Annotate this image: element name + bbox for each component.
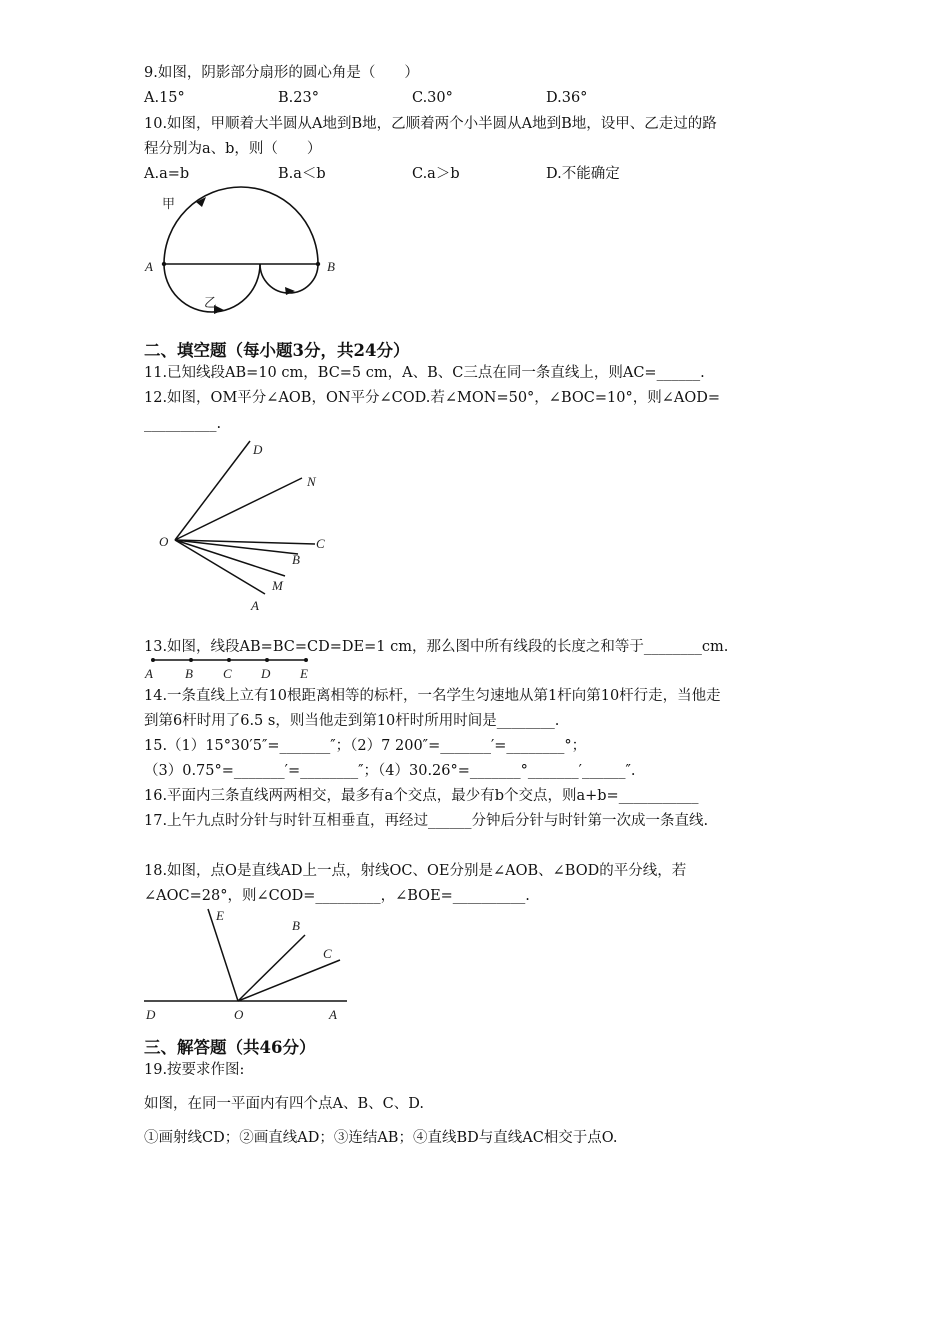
- label-b: B: [292, 918, 300, 933]
- label-d: D: [253, 442, 263, 457]
- q16-text: 16.平面内三条直线两两相交，最多有a个交点，最少有b个交点，则a+b=___________: [144, 788, 699, 804]
- label-b: B: [292, 552, 300, 567]
- label-o: O: [159, 534, 169, 549]
- point-a: A: [145, 666, 153, 681]
- q11-text: 11.已知线段AB=10 cm，BC=5 cm，A、B、C三点在同一条直线上，则AC=______.: [144, 365, 705, 381]
- label-a: A: [145, 259, 153, 274]
- big-semicircle-path: [164, 187, 318, 264]
- label-o: O: [234, 1007, 244, 1022]
- q10-option-c: C.a＞b: [412, 166, 460, 182]
- section2-title: 二、填空题（每小题3分，共24分）: [144, 341, 410, 360]
- section3-title: 三、解答题（共46分）: [144, 1038, 316, 1057]
- q15-text-line1: 15.（1）15°30′5″=_______″；（2）7 200″=_______′=________°；: [144, 738, 587, 754]
- q10-option-b: B.a＜b: [278, 166, 326, 182]
- q18-text-line2: ∠AOC=28°，则∠COD=_________，∠BOE=__________.: [144, 888, 530, 904]
- point-e: E: [300, 666, 308, 681]
- q9-option-b: B.23°: [278, 90, 319, 106]
- q14-text-line1: 14.一条直线上立有10根距离相等的标杆，一名学生匀速地从第1杆向第10杆行走，当他走: [144, 688, 721, 704]
- label-m: M: [272, 578, 283, 593]
- point-d: D: [261, 666, 271, 681]
- label-b: B: [327, 259, 335, 274]
- q12-angle-figure: [150, 436, 350, 616]
- q9-option-a: A.15°: [144, 90, 185, 106]
- q12-text-line2: __________.: [144, 416, 222, 432]
- q13-segment-figure: [140, 654, 330, 682]
- q9-option-c: C.30°: [412, 90, 453, 106]
- label-c: C: [323, 946, 332, 961]
- point-b: B: [185, 666, 193, 681]
- q19-line3: ①画射线CD；②画直线AD；③连结AB；④直线BD与直线AC相交于点O.: [144, 1130, 618, 1146]
- label-jia: 甲: [162, 197, 176, 212]
- q9-stem: 9.如图，阴影部分扇形的圆心角是（ ）: [144, 65, 419, 81]
- q14-text-line2: 到第6杆时用了6.5 s，则当他走到第10杆时所用时间是________.: [144, 713, 560, 729]
- q10-stem-line2: 程分别为a、b，则（ ）: [144, 141, 322, 157]
- q18-text-line1: 18.如图，点O是直线AD上一点，射线OC、OE分别是∠AOB、∠BOD的平分线，若: [144, 863, 687, 879]
- q18-ray-figure: [140, 900, 355, 1025]
- q10-option-a: A.a=b: [144, 166, 190, 182]
- q9-option-d: D.36°: [546, 90, 588, 106]
- label-a: A: [329, 1007, 337, 1022]
- label-c: C: [316, 536, 325, 551]
- label-e: E: [216, 908, 224, 923]
- q10-stem-line1: 10.如图，甲顺着大半圆从A地到B地，乙顺着两个小半圆从A地到B地，设甲、乙走过的路: [144, 116, 717, 132]
- q12-text-line1: 12.如图，OM平分∠AOB，ON平分∠COD.若∠MON=50°，∠BOC=10°，则∠AOD=: [144, 390, 720, 406]
- label-d: D: [146, 1007, 156, 1022]
- q17-text: 17.上午九点时分针与时针互相垂直，再经过______分钟后分针与时针第一次成一条直线.: [144, 813, 709, 829]
- arrow-icon: [285, 287, 295, 295]
- q19-line2: 如图，在同一平面内有四个点A、B、C、D.: [144, 1096, 424, 1112]
- q10-option-d: D.不能确定: [546, 166, 620, 182]
- label-n: N: [307, 474, 316, 489]
- q15-text-line2: （3）0.75°=_______′=________″；（4）30.26°=_______°_______′______″.: [144, 763, 636, 779]
- label-a: A: [251, 598, 259, 613]
- q10-semicircle-figure: [140, 180, 350, 320]
- point-c: C: [223, 666, 232, 681]
- label-yi: 乙: [204, 296, 218, 311]
- q13-text: 13.如图，线段AB=BC=CD=DE=1 cm，那么图中所有线段的长度之和等于________cm.: [144, 639, 729, 655]
- q19-line1: 19.按要求作图:: [144, 1062, 245, 1078]
